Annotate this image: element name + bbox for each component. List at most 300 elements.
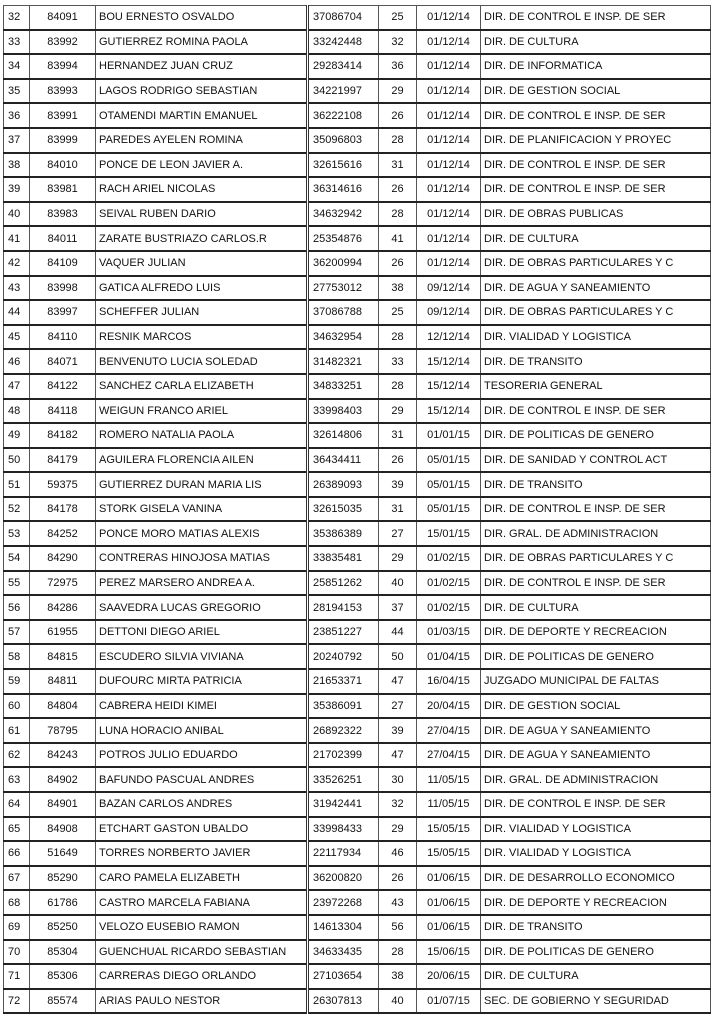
legajo-cell: 61786 <box>30 890 96 915</box>
dni-cell: 23851227 <box>308 620 379 645</box>
age-cell: 39 <box>379 472 417 497</box>
age-cell: 38 <box>379 964 417 989</box>
table-row <box>4 521 711 546</box>
row-number-cell: 50 <box>4 448 30 473</box>
age-cell: 29 <box>379 399 417 424</box>
row-number-cell: 48 <box>4 399 30 424</box>
start-date-cell: 05/01/15 <box>417 448 481 473</box>
legajo-cell: 83999 <box>30 128 96 153</box>
age-cell: 37 <box>379 595 417 620</box>
table-row <box>4 251 711 276</box>
legajo-cell: 84804 <box>30 694 96 719</box>
row-number-cell: 33 <box>4 30 30 55</box>
table-row <box>4 620 711 645</box>
start-date-cell: 01/06/15 <box>417 866 481 891</box>
employee-name-cell: GUTIERREZ ROMINA PAOLA <box>96 30 308 55</box>
start-date-cell: 01/12/14 <box>417 153 481 178</box>
dni-cell: 31942441 <box>308 792 379 817</box>
table-row <box>4 79 711 104</box>
age-cell: 56 <box>379 915 417 940</box>
row-number-cell: 42 <box>4 251 30 276</box>
department-cell: DIR. DE AGUA Y SANEAMIENTO <box>481 718 711 743</box>
row-number-cell: 37 <box>4 128 30 153</box>
table-row <box>4 300 711 325</box>
age-cell: 30 <box>379 767 417 792</box>
employee-name-cell: ESCUDERO SILVIA VIVIANA <box>96 644 308 669</box>
legajo-cell: 84122 <box>30 374 96 399</box>
department-cell: DIR. DE CONTROL E INSP. DE SER <box>481 571 711 596</box>
row-number-cell: 72 <box>4 989 30 1014</box>
table-row <box>4 841 711 866</box>
table-row <box>4 989 711 1014</box>
start-date-cell: 01/06/15 <box>417 915 481 940</box>
employee-name-cell: BOU ERNESTO OSVALDO <box>96 6 308 30</box>
table-row <box>4 571 711 596</box>
department-cell: DIR. DE OBRAS PUBLICAS <box>481 202 711 227</box>
row-number-cell: 56 <box>4 595 30 620</box>
employee-name-cell: RACH ARIEL NICOLAS <box>96 177 308 202</box>
start-date-cell: 27/04/15 <box>417 718 481 743</box>
table-row <box>4 718 711 743</box>
age-cell: 28 <box>379 940 417 965</box>
employee-name-cell: POTROS JULIO EDUARDO <box>96 743 308 768</box>
age-cell: 43 <box>379 890 417 915</box>
table-row <box>4 54 711 79</box>
start-date-cell: 01/02/15 <box>417 571 481 596</box>
employee-name-cell: SANCHEZ CARLA ELIZABETH <box>96 374 308 399</box>
legajo-cell: 85304 <box>30 940 96 965</box>
dni-cell: 32614806 <box>308 423 379 448</box>
legajo-cell: 83998 <box>30 276 96 301</box>
department-cell: DIR. VIALIDAD Y LOGISTICA <box>481 325 711 350</box>
department-cell: DIR. DE CULTURA <box>481 595 711 620</box>
table-row <box>4 153 711 178</box>
age-cell: 29 <box>379 79 417 104</box>
age-cell: 28 <box>379 202 417 227</box>
department-cell: DIR. DE CONTROL E INSP. DE SER <box>481 103 711 128</box>
department-cell: DIR. DE POLITICAS DE GENERO <box>481 423 711 448</box>
department-cell: DIR. DE POLITICAS DE GENERO <box>481 644 711 669</box>
legajo-cell: 83981 <box>30 177 96 202</box>
row-number-cell: 43 <box>4 276 30 301</box>
employee-name-cell: ARIAS PAULO NESTOR <box>96 989 308 1014</box>
age-cell: 47 <box>379 669 417 694</box>
age-cell: 25 <box>379 300 417 325</box>
table-row <box>4 325 711 350</box>
start-date-cell: 01/12/14 <box>417 251 481 276</box>
dni-cell: 27753012 <box>308 276 379 301</box>
department-cell: DIR. VIALIDAD Y LOGISTICA <box>481 841 711 866</box>
age-cell: 31 <box>379 497 417 522</box>
table-row <box>4 448 711 473</box>
table-row <box>4 349 711 374</box>
department-cell: DIR. DE OBRAS PARTICULARES Y C <box>481 300 711 325</box>
employee-name-cell: OTAMENDI MARTIN EMANUEL <box>96 103 308 128</box>
table-row <box>4 915 711 940</box>
employee-name-cell: STORK GISELA VANINA <box>96 497 308 522</box>
table-row <box>4 817 711 842</box>
row-number-cell: 61 <box>4 718 30 743</box>
table-row <box>4 497 711 522</box>
age-cell: 47 <box>379 743 417 768</box>
employee-name-cell: HERNANDEZ JUAN CRUZ <box>96 54 308 79</box>
start-date-cell: 01/12/14 <box>417 128 481 153</box>
table-row <box>4 128 711 153</box>
legajo-cell: 51649 <box>30 841 96 866</box>
legajo-cell: 78795 <box>30 718 96 743</box>
row-number-cell: 55 <box>4 571 30 596</box>
start-date-cell: 11/05/15 <box>417 792 481 817</box>
legajo-cell: 83992 <box>30 30 96 55</box>
start-date-cell: 20/06/15 <box>417 964 481 989</box>
employee-name-cell: DUFOURC MIRTA PATRICIA <box>96 669 308 694</box>
dni-cell: 36200820 <box>308 866 379 891</box>
age-cell: 32 <box>379 30 417 55</box>
row-number-cell: 47 <box>4 374 30 399</box>
age-cell: 28 <box>379 374 417 399</box>
age-cell: 50 <box>379 644 417 669</box>
row-number-cell: 41 <box>4 226 30 251</box>
row-number-cell: 38 <box>4 153 30 178</box>
legajo-cell: 84179 <box>30 448 96 473</box>
dni-cell: 34633435 <box>308 940 379 965</box>
dni-cell: 20240792 <box>308 644 379 669</box>
row-number-cell: 70 <box>4 940 30 965</box>
department-cell: DIR. DE TRANSITO <box>481 349 711 374</box>
table-row <box>4 792 711 817</box>
employee-name-cell: PONCE MORO MATIAS ALEXIS <box>96 521 308 546</box>
table-row <box>4 202 711 227</box>
table-row <box>4 940 711 965</box>
dni-cell: 36222108 <box>308 103 379 128</box>
dni-cell: 28194153 <box>308 595 379 620</box>
department-cell: TESORERIA GENERAL <box>481 374 711 399</box>
employee-name-cell: SCHEFFER JULIAN <box>96 300 308 325</box>
table-row <box>4 399 711 424</box>
start-date-cell: 01/04/15 <box>417 644 481 669</box>
legajo-cell: 84286 <box>30 595 96 620</box>
legajo-cell: 83983 <box>30 202 96 227</box>
table-row <box>4 276 711 301</box>
table-row <box>4 767 711 792</box>
employee-name-cell: PAREDES AYELEN ROMINA <box>96 128 308 153</box>
dni-cell: 34221997 <box>308 79 379 104</box>
legajo-cell: 84908 <box>30 817 96 842</box>
age-cell: 44 <box>379 620 417 645</box>
row-number-cell: 63 <box>4 767 30 792</box>
start-date-cell: 01/07/15 <box>417 989 481 1014</box>
department-cell: DIR. DE CONTROL E INSP. DE SER <box>481 497 711 522</box>
department-cell: DIR. VIALIDAD Y LOGISTICA <box>481 817 711 842</box>
dni-cell: 29283414 <box>308 54 379 79</box>
row-number-cell: 40 <box>4 202 30 227</box>
legajo-cell: 84902 <box>30 767 96 792</box>
department-cell: DIR. DE TRANSITO <box>481 472 711 497</box>
legajo-cell: 83993 <box>30 79 96 104</box>
table-row <box>4 423 711 448</box>
employee-name-cell: BENVENUTO LUCIA SOLEDAD <box>96 349 308 374</box>
legajo-cell: 85290 <box>30 866 96 891</box>
dni-cell: 37086704 <box>308 6 379 30</box>
start-date-cell: 11/05/15 <box>417 767 481 792</box>
department-cell: DIR. DE CONTROL E INSP. DE SER <box>481 177 711 202</box>
legajo-cell: 84243 <box>30 743 96 768</box>
legajo-cell: 84811 <box>30 669 96 694</box>
start-date-cell: 01/02/15 <box>417 546 481 571</box>
row-number-cell: 44 <box>4 300 30 325</box>
row-number-cell: 60 <box>4 694 30 719</box>
dni-cell: 36314616 <box>308 177 379 202</box>
employee-name-cell: CABRERA HEIDI KIMEI <box>96 694 308 719</box>
dni-cell: 33998433 <box>308 817 379 842</box>
employee-name-cell: SEIVAL RUBEN DARIO <box>96 202 308 227</box>
age-cell: 26 <box>379 251 417 276</box>
row-number-cell: 66 <box>4 841 30 866</box>
employee-name-cell: LUNA HORACIO ANIBAL <box>96 718 308 743</box>
dni-cell: 34632942 <box>308 202 379 227</box>
table-row <box>4 472 711 497</box>
table-row <box>4 866 711 891</box>
employee-name-cell: SAAVEDRA LUCAS GREGORIO <box>96 595 308 620</box>
row-number-cell: 68 <box>4 890 30 915</box>
dni-cell: 35096803 <box>308 128 379 153</box>
legajo-cell: 84178 <box>30 497 96 522</box>
legajo-cell: 84815 <box>30 644 96 669</box>
department-cell: DIR. DE CONTROL E INSP. DE SER <box>481 792 711 817</box>
age-cell: 36 <box>379 54 417 79</box>
employee-name-cell: GUENCHUAL RICARDO SEBASTIAN <box>96 940 308 965</box>
department-cell: DIR. DE TRANSITO <box>481 915 711 940</box>
age-cell: 26 <box>379 177 417 202</box>
employee-name-cell: ETCHART GASTON UBALDO <box>96 817 308 842</box>
dni-cell: 36200994 <box>308 251 379 276</box>
age-cell: 39 <box>379 718 417 743</box>
employee-name-cell: VELOZO EUSEBIO RAMON <box>96 915 308 940</box>
age-cell: 27 <box>379 521 417 546</box>
start-date-cell: 01/12/14 <box>417 79 481 104</box>
department-cell: DIR. DE CONTROL E INSP. DE SER <box>481 153 711 178</box>
legajo-cell: 84290 <box>30 546 96 571</box>
start-date-cell: 27/04/15 <box>417 743 481 768</box>
row-number-cell: 64 <box>4 792 30 817</box>
legajo-cell: 84091 <box>30 6 96 30</box>
start-date-cell: 20/04/15 <box>417 694 481 719</box>
dni-cell: 34833251 <box>308 374 379 399</box>
age-cell: 29 <box>379 546 417 571</box>
legajo-cell: 59375 <box>30 472 96 497</box>
table-row <box>4 694 711 719</box>
start-date-cell: 01/12/14 <box>417 202 481 227</box>
dni-cell: 35386389 <box>308 521 379 546</box>
dni-cell: 23972268 <box>308 890 379 915</box>
dni-cell: 32615616 <box>308 153 379 178</box>
row-number-cell: 69 <box>4 915 30 940</box>
employee-name-cell: VAQUER JULIAN <box>96 251 308 276</box>
start-date-cell: 01/12/14 <box>417 103 481 128</box>
row-number-cell: 49 <box>4 423 30 448</box>
department-cell: SEC. DE GOBIERNO Y SEGURIDAD <box>481 989 711 1014</box>
start-date-cell: 15/01/15 <box>417 521 481 546</box>
start-date-cell: 01/12/14 <box>417 226 481 251</box>
employee-name-cell: CARRERAS DIEGO ORLANDO <box>96 964 308 989</box>
row-number-cell: 71 <box>4 964 30 989</box>
department-cell: DIR. DE AGUA Y SANEAMIENTO <box>481 276 711 301</box>
age-cell: 26 <box>379 448 417 473</box>
start-date-cell: 15/05/15 <box>417 817 481 842</box>
row-number-cell: 53 <box>4 521 30 546</box>
legajo-cell: 84110 <box>30 325 96 350</box>
employee-name-cell: CASTRO MARCELA FABIANA <box>96 890 308 915</box>
age-cell: 29 <box>379 817 417 842</box>
start-date-cell: 15/12/14 <box>417 399 481 424</box>
dni-cell: 33526251 <box>308 767 379 792</box>
dni-cell: 35386091 <box>308 694 379 719</box>
age-cell: 41 <box>379 226 417 251</box>
legajo-cell: 84252 <box>30 521 96 546</box>
table-row <box>4 669 711 694</box>
department-cell: DIR. DE DEPORTE Y RECREACION <box>481 620 711 645</box>
department-cell: JUZGADO MUNICIPAL DE FALTAS <box>481 669 711 694</box>
row-number-cell: 34 <box>4 54 30 79</box>
row-number-cell: 52 <box>4 497 30 522</box>
department-cell: DIR. DE POLITICAS DE GENERO <box>481 940 711 965</box>
table-row <box>4 595 711 620</box>
dni-cell: 22117934 <box>308 841 379 866</box>
employee-name-cell: BAZAN CARLOS ANDRES <box>96 792 308 817</box>
legajo-cell: 84182 <box>30 423 96 448</box>
employee-name-cell: BAFUNDO PASCUAL ANDRES <box>96 767 308 792</box>
department-cell: DIR. DE OBRAS PARTICULARES Y C <box>481 251 711 276</box>
table-row <box>4 6 711 30</box>
row-number-cell: 57 <box>4 620 30 645</box>
legajo-cell: 83997 <box>30 300 96 325</box>
employee-table <box>3 5 711 1014</box>
employee-name-cell: GATICA ALFREDO LUIS <box>96 276 308 301</box>
dni-cell: 25354876 <box>308 226 379 251</box>
start-date-cell: 15/12/14 <box>417 374 481 399</box>
legajo-cell: 72975 <box>30 571 96 596</box>
row-number-cell: 32 <box>4 6 30 30</box>
start-date-cell: 01/02/15 <box>417 595 481 620</box>
department-cell: DIR. DE PLANIFICACION Y PROYEC <box>481 128 711 153</box>
department-cell: DIR. GRAL. DE ADMINISTRACION <box>481 767 711 792</box>
dni-cell: 33242448 <box>308 30 379 55</box>
employee-name-cell: PEREZ MARSERO ANDREA A. <box>96 571 308 596</box>
row-number-cell: 67 <box>4 866 30 891</box>
start-date-cell: 15/05/15 <box>417 841 481 866</box>
row-number-cell: 39 <box>4 177 30 202</box>
legajo-cell: 84118 <box>30 399 96 424</box>
start-date-cell: 16/04/15 <box>417 669 481 694</box>
dni-cell: 14613304 <box>308 915 379 940</box>
department-cell: DIR. DE GESTION SOCIAL <box>481 694 711 719</box>
employee-name-cell: RESNIK MARCOS <box>96 325 308 350</box>
age-cell: 33 <box>379 349 417 374</box>
employee-name-cell: AGUILERA FLORENCIA AILEN <box>96 448 308 473</box>
department-cell: DIR. DE AGUA Y SANEAMIENTO <box>481 743 711 768</box>
employee-name-cell: ZARATE BUSTRIAZO CARLOS.R <box>96 226 308 251</box>
row-number-cell: 35 <box>4 79 30 104</box>
legajo-cell: 84901 <box>30 792 96 817</box>
age-cell: 28 <box>379 325 417 350</box>
table-body <box>4 6 711 1014</box>
legajo-cell: 61955 <box>30 620 96 645</box>
table-row <box>4 743 711 768</box>
legajo-cell: 84011 <box>30 226 96 251</box>
table-row <box>4 374 711 399</box>
department-cell: DIR. DE DESARROLLO ECONOMICO <box>481 866 711 891</box>
table-row <box>4 226 711 251</box>
age-cell: 40 <box>379 571 417 596</box>
dni-cell: 34632954 <box>308 325 379 350</box>
table-row <box>4 177 711 202</box>
employee-name-cell: DETTONI DIEGO ARIEL <box>96 620 308 645</box>
employee-name-cell: WEIGUN FRANCO ARIEL <box>96 399 308 424</box>
department-cell: DIR. DE DEPORTE Y RECREACION <box>481 890 711 915</box>
dni-cell: 21653371 <box>308 669 379 694</box>
dni-cell: 36434411 <box>308 448 379 473</box>
department-cell: DIR. GRAL. DE ADMINISTRACION <box>481 521 711 546</box>
dni-cell: 33835481 <box>308 546 379 571</box>
table-row <box>4 964 711 989</box>
row-number-cell: 36 <box>4 103 30 128</box>
start-date-cell: 15/12/14 <box>417 349 481 374</box>
legajo-cell: 84109 <box>30 251 96 276</box>
dni-cell: 32615035 <box>308 497 379 522</box>
department-cell: DIR. DE CULTURA <box>481 226 711 251</box>
dni-cell: 33998403 <box>308 399 379 424</box>
age-cell: 31 <box>379 423 417 448</box>
table-row <box>4 546 711 571</box>
age-cell: 28 <box>379 128 417 153</box>
row-number-cell: 65 <box>4 817 30 842</box>
age-cell: 25 <box>379 6 417 30</box>
employee-name-cell: PONCE DE LEON JAVIER A. <box>96 153 308 178</box>
department-cell: DIR. DE CONTROL E INSP. DE SER <box>481 6 711 30</box>
row-number-cell: 51 <box>4 472 30 497</box>
legajo-cell: 84071 <box>30 349 96 374</box>
table-row <box>4 103 711 128</box>
department-cell: DIR. DE CULTURA <box>481 30 711 55</box>
age-cell: 31 <box>379 153 417 178</box>
row-number-cell: 62 <box>4 743 30 768</box>
dni-cell: 31482321 <box>308 349 379 374</box>
start-date-cell: 01/12/14 <box>417 177 481 202</box>
age-cell: 40 <box>379 989 417 1014</box>
start-date-cell: 05/01/15 <box>417 472 481 497</box>
legajo-cell: 85306 <box>30 964 96 989</box>
start-date-cell: 09/12/14 <box>417 276 481 301</box>
start-date-cell: 01/06/15 <box>417 890 481 915</box>
start-date-cell: 05/01/15 <box>417 497 481 522</box>
start-date-cell: 01/01/15 <box>417 423 481 448</box>
age-cell: 27 <box>379 694 417 719</box>
row-number-cell: 59 <box>4 669 30 694</box>
age-cell: 26 <box>379 103 417 128</box>
table-row <box>4 890 711 915</box>
employee-name-cell: ROMERO NATALIA PAOLA <box>96 423 308 448</box>
department-cell: DIR. DE CULTURA <box>481 964 711 989</box>
employee-name-cell: GUTIERREZ DURAN MARIA LIS <box>96 472 308 497</box>
start-date-cell: 12/12/14 <box>417 325 481 350</box>
row-number-cell: 46 <box>4 349 30 374</box>
row-number-cell: 54 <box>4 546 30 571</box>
age-cell: 32 <box>379 792 417 817</box>
employee-name-cell: CARO PAMELA ELIZABETH <box>96 866 308 891</box>
department-cell: DIR. DE INFORMATICA <box>481 54 711 79</box>
row-number-cell: 58 <box>4 644 30 669</box>
start-date-cell: 01/12/14 <box>417 6 481 30</box>
